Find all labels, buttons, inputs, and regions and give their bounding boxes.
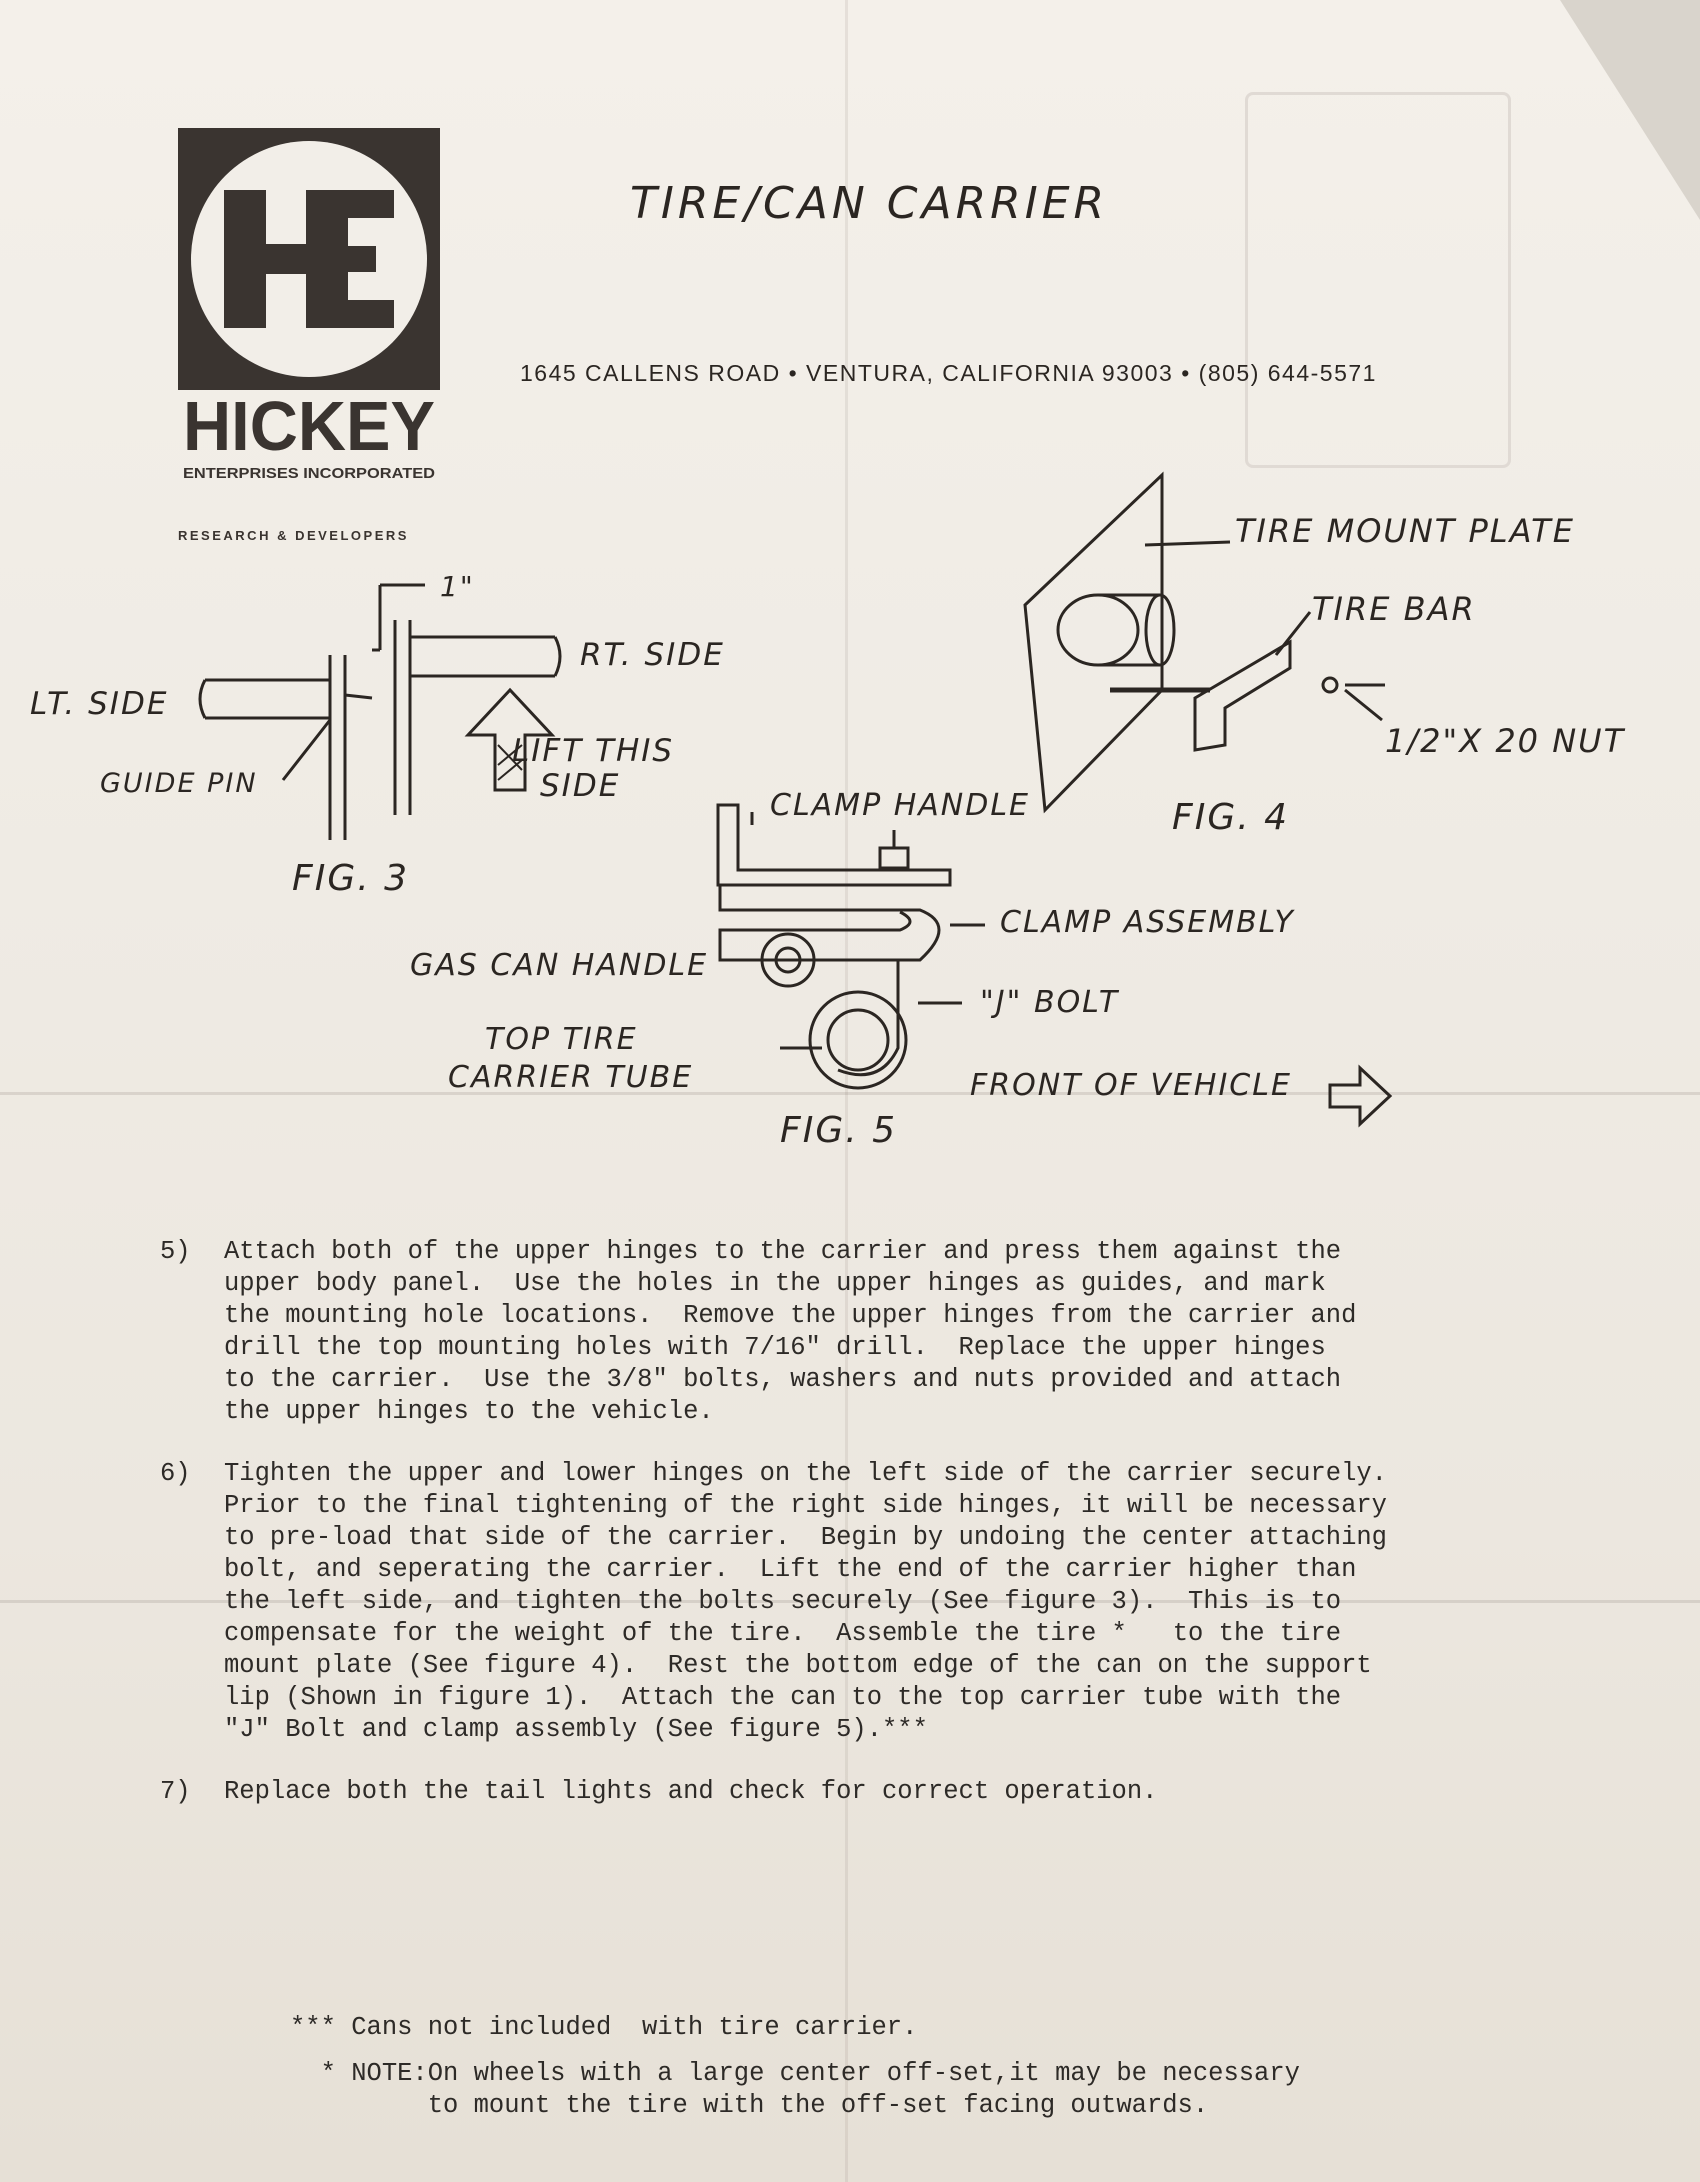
fig5-top-tire-label-1: TOP TIRE bbox=[485, 1022, 638, 1057]
step-number: 6) bbox=[160, 1459, 191, 1488]
step-7 bbox=[160, 1776, 1500, 1808]
fig3-lift-label-2: SIDE bbox=[540, 768, 621, 804]
step-number: 7) bbox=[160, 1777, 191, 1806]
fig5-top-tire-label-2: CARRIER TUBE bbox=[448, 1060, 694, 1095]
fig5-gas-can-handle-label: GAS CAN HANDLE bbox=[410, 948, 709, 983]
step-text: Attach both of the upper hinges to the carrier and press them against the upper body panel. Use the holes in the upper hinges as guides, and mark the mounting hole locations. Remove the upper hinges from the carrier and drill the top mounting holes with 7/16" drill. Replace the upper hinges to the carrier. Use the 3/8" bolts, washers and nuts provided and attach the upper hinges to the vehicle. bbox=[224, 1237, 1357, 1426]
footnotes bbox=[290, 2012, 1490, 2122]
fig4-mount-plate-label: TIRE MOUNT PLATE bbox=[1235, 512, 1575, 550]
company-address: 1645 CALLENS ROAD • VENTURA, CALIFORNIA 93003 • (805) 644-5571 bbox=[520, 360, 1377, 386]
logo-subtitle: ENTERPRISES INCORPORATED bbox=[183, 465, 436, 482]
footnote-cans: *** Cans not included with tire carrier. bbox=[290, 2013, 918, 2042]
step-5 bbox=[160, 1236, 1500, 1428]
step-6 bbox=[160, 1458, 1500, 1746]
fig3-caption: FIG. 3 bbox=[292, 858, 410, 899]
step-text: Tighten the upper and lower hinges on the left side of the carrier securely. Prior to the final tightening of the right side hinges, it will be necessary to pre-load that side of the carrier. Begin by undoing the center attaching bolt, and seperating the carrier. Lift the end of the carrier higher than the left side, and tighten the bolts securely (See figure 3). This is to compensate for the weight of the tire. Assemble the tire * to the tire mount plate (See figure 4). Rest the bottom edge of the can on the support lip (Shown in figure 1). Attach the can to the top carrier tube with the "J" Bolt and clamp assembly (See figure 5).*** bbox=[224, 1459, 1387, 1744]
step-number: 5) bbox=[160, 1237, 191, 1266]
fig3-dimension-label: 1" bbox=[440, 570, 475, 603]
fig4-tire-bar-label: TIRE BAR bbox=[1312, 590, 1476, 628]
fig4-nut-label: 1/2"X 20 NUT bbox=[1385, 722, 1626, 760]
fig3-guide-pin-label: GUIDE PIN bbox=[100, 768, 258, 799]
fig3-lt-side-label: LT. SIDE bbox=[30, 686, 169, 722]
fig4-caption: FIG. 4 bbox=[1172, 797, 1290, 838]
fig5-caption: FIG. 5 bbox=[780, 1110, 898, 1151]
fig5-clamp-assembly-label: CLAMP ASSEMBLY bbox=[1000, 905, 1295, 940]
step-text: Replace both the tail lights and check for correct operation. bbox=[224, 1777, 1158, 1806]
page-title: TIRE/CAN CARRIER bbox=[630, 178, 1109, 229]
fig3-drawing bbox=[200, 585, 560, 840]
fig5-clamp-handle-label: CLAMP HANDLE bbox=[770, 788, 1030, 823]
logo-tagline: RESEARCH & DEVELOPERS bbox=[178, 528, 409, 543]
instruction-steps bbox=[160, 1236, 1500, 1838]
footnote-offset-1: * NOTE:On wheels with a large center off-set,it may be necessary bbox=[290, 2059, 1300, 2088]
fig5-j-bolt-label: "J" BOLT bbox=[980, 985, 1120, 1020]
footnote-offset-2: to mount the tire with the off-set facing outwards. bbox=[290, 2091, 1209, 2120]
fig5-front-of-vehicle-label: FRONT OF VEHICLE bbox=[970, 1068, 1292, 1103]
fig3-lift-label-1: LIFT THIS bbox=[512, 733, 675, 769]
fig3-rt-side-label: RT. SIDE bbox=[580, 637, 725, 673]
logo-name: HICKEY bbox=[183, 387, 435, 465]
